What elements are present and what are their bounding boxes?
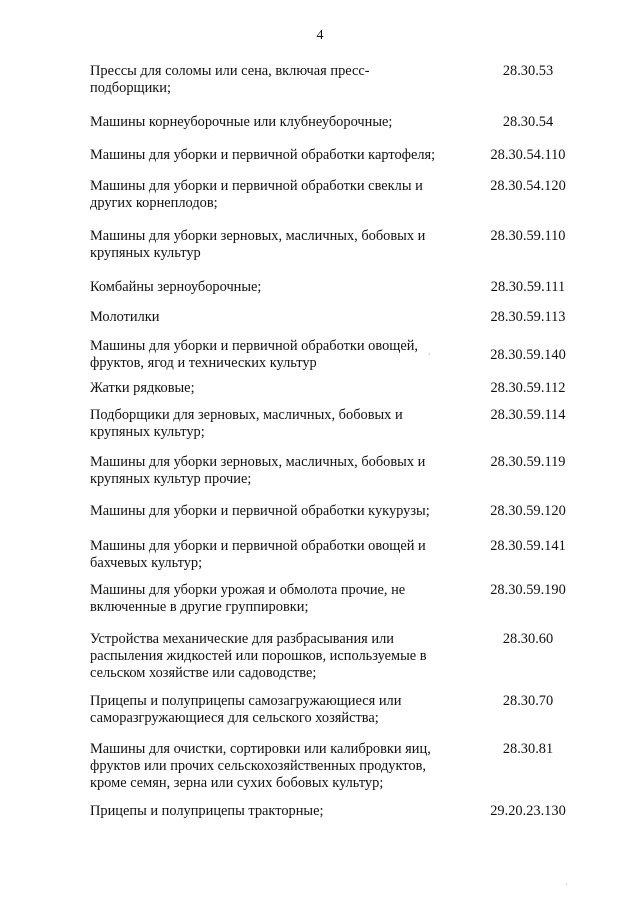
- item-code: 28.30.59.113: [490, 309, 566, 325]
- item-name: Машины для уборки и первичной обработки картофеля;: [90, 147, 436, 163]
- item-name: Прессы для соломы или сена, включая пресс-подборщики;: [90, 63, 370, 96]
- item-code: 28.30.59.110: [490, 228, 566, 244]
- item-code: 28.30.54: [502, 114, 554, 130]
- item-name: Подборщики для зерновых, масличных, бобовых и крупяных культур;: [90, 407, 403, 440]
- item-code: 28.30.81: [502, 741, 554, 757]
- item-name: Жатки рядковые;: [90, 380, 195, 396]
- item-code: 28.30.59.190: [490, 582, 566, 598]
- item-name: Машины для уборки и первичной обработки кукурузы;: [90, 503, 430, 519]
- item-name: Машины для уборки и первичной обработки овощей, фруктов, ягод и технических культур: [90, 338, 419, 371]
- item-code: 28.30.54.120: [490, 178, 566, 194]
- item-name: Машины для уборки зерновых, масличных, бобовых и крупяных культур прочие;: [90, 454, 426, 487]
- item-name: Комбайны зерноуборочные;: [90, 279, 262, 295]
- item-name: Машины корнеуборочные или клубнеуборочные;: [90, 114, 393, 130]
- scan-speck: ,: [428, 346, 431, 357]
- item-name: Машины для очистки, сортировки или калибровки яиц, фруктов или прочих сельскохозяйственных продуктов, кроме семян, зерна или сухих бобовых культур;: [90, 741, 431, 791]
- item-name: Машины для уборки и первичной обработки овощей и бахчевых культур;: [90, 538, 426, 571]
- item-name: Машины для уборки урожая и обмолота прочие, не включенные в другие группировки;: [90, 582, 406, 615]
- item-name: Прицепы и полуприцепы самозагружающиеся или саморазгружающиеся для сельского хозяйства;: [90, 693, 402, 726]
- item-code: 28.30.59.120: [490, 503, 566, 519]
- scan-speck: ·: [565, 880, 569, 891]
- item-code: 28.30.59.114: [490, 407, 566, 423]
- item-code: 28.30.54.110: [490, 147, 566, 163]
- item-code: 28.30.59.140: [490, 347, 566, 363]
- item-code: 28.30.59.141: [490, 538, 566, 554]
- item-name: Машины для уборки и первичной обработки свеклы и других корнеплодов;: [90, 178, 423, 211]
- item-code: 28.30.59.112: [490, 380, 566, 396]
- item-name: Устройства механические для разбрасывания или распыления жидкостей или порошков, используемые в сельском хозяйстве или садоводстве;: [90, 631, 427, 681]
- item-code: 29.20.23.130: [490, 803, 566, 819]
- item-code: 28.30.70: [502, 693, 554, 709]
- item-code: 28.30.60: [502, 631, 554, 647]
- item-name: Прицепы и полуприцепы тракторные;: [90, 803, 324, 819]
- item-code: 28.30.59.119: [490, 454, 566, 470]
- item-code: 28.30.59.111: [490, 279, 566, 295]
- item-code: 28.30.53: [502, 63, 554, 79]
- item-name: Молотилки: [90, 309, 160, 325]
- item-name: Машины для уборки зерновых, масличных, бобовых и крупяных культур: [90, 228, 426, 261]
- page-number: 4: [316, 28, 324, 43]
